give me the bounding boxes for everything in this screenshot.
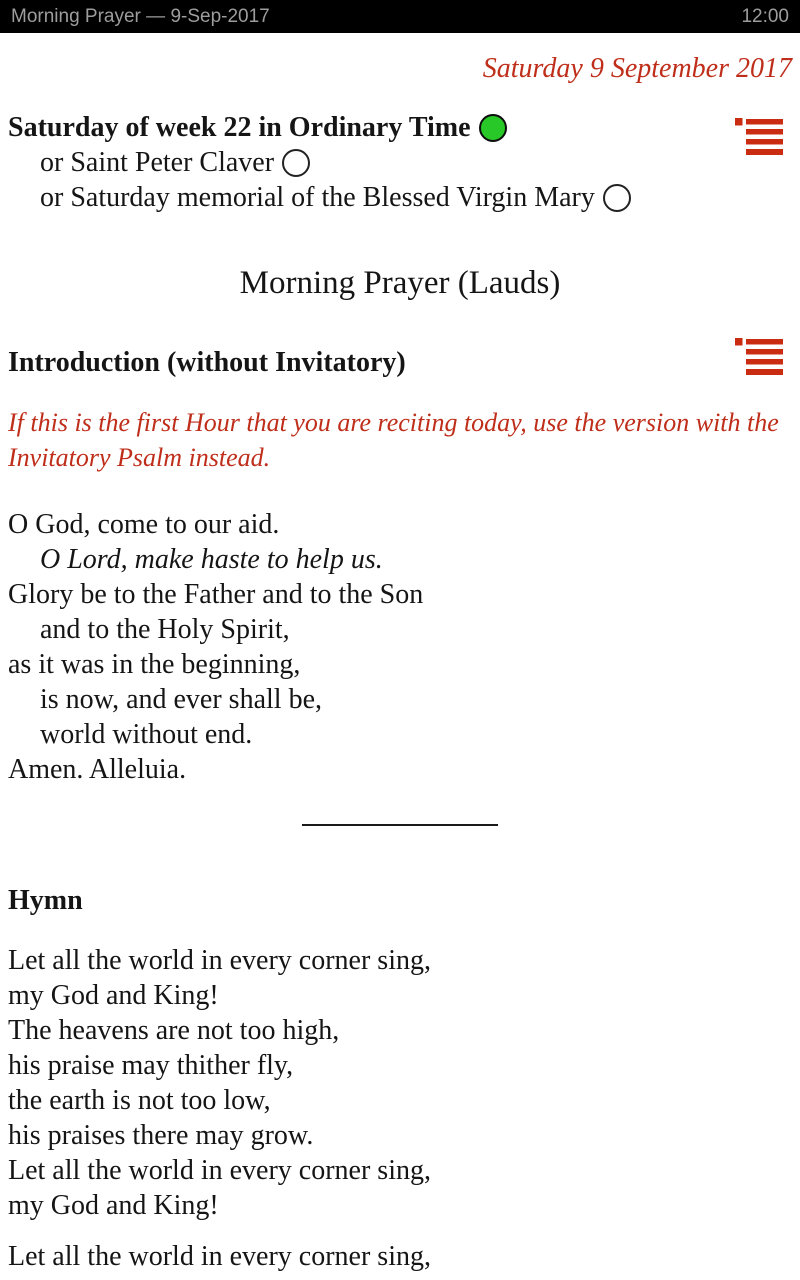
verse-line: Let all the world in every corner sing,: [8, 1241, 431, 1272]
verse-line: Let all the world in every corner sing,: [8, 945, 431, 976]
section-divider: [302, 824, 498, 826]
verse-line: The heavens are not too high,: [8, 1015, 340, 1046]
hymn-heading: Hymn: [8, 885, 83, 916]
celebration-primary-row: [8, 110, 792, 145]
introduction-menu-icon[interactable]: [735, 338, 783, 376]
verse-line: is now, and ever shall be,: [40, 684, 322, 715]
verse-line: my God and King!: [8, 980, 219, 1011]
introduction-heading: Introduction (without Invitatory): [8, 347, 406, 378]
verse-line: as it was in the beginning,: [8, 649, 301, 680]
rubric-note: [8, 405, 792, 475]
list-menu-icon: [735, 338, 783, 376]
verse-line: his praises there may grow.: [8, 1120, 314, 1151]
status-bar: [0, 0, 800, 33]
celebration-alternative-row: [8, 180, 792, 215]
verse-line: and to the Holy Spirit,: [40, 614, 290, 645]
verse-line: my God and King!: [8, 1190, 219, 1221]
celebration-menu-icon[interactable]: [735, 118, 783, 156]
verse-line: his praise may thither fly,: [8, 1050, 294, 1081]
verse-line: world without end.: [40, 719, 253, 750]
introduction-heading-row: [8, 345, 792, 380]
verse-line: O God, come to our aid.: [8, 509, 280, 540]
page-title: Morning Prayer (Lauds): [239, 265, 561, 301]
verse-line: Glory be to the Father and to the Son: [8, 579, 424, 610]
verse-line: the earth is not too low,: [8, 1085, 271, 1116]
status-bar-clock: 12:00: [741, 5, 789, 27]
celebration-unselected-circle-icon[interactable]: [603, 184, 631, 212]
celebration-alternative-label: or Saturday memorial of the Blessed Virgin Mary: [40, 182, 595, 213]
page-content: [0, 51, 800, 1274]
celebration-alternative-row: [8, 145, 792, 180]
hymn-stanza: [8, 1239, 792, 1274]
rubric-line: If this is the first Hour that you are reciting today, use the version with the: [8, 408, 779, 437]
rubric-line: Invitatory Psalm instead.: [8, 443, 271, 472]
celebration-alternative-label: or Saint Peter Claver: [40, 147, 275, 178]
verse-line: Amen. Alleluia.: [8, 754, 187, 785]
celebration-unselected-circle-icon[interactable]: [282, 149, 310, 177]
list-menu-icon: [735, 118, 783, 156]
celebration-block: [8, 110, 792, 215]
celebration-selected-circle-icon[interactable]: [479, 114, 507, 142]
date-line: Saturday 9 September 2017: [482, 53, 792, 84]
hymn-stanza: [8, 943, 792, 1223]
status-bar-title: Morning Prayer — 9-Sep-2017: [11, 5, 270, 27]
verse-line: O Lord, make haste to help us.: [40, 544, 383, 575]
celebration-primary-label: Saturday of week 22 in Ordinary Time: [8, 112, 471, 143]
opening-prayer: [8, 507, 792, 787]
verse-line: Let all the world in every corner sing,: [8, 1155, 431, 1186]
